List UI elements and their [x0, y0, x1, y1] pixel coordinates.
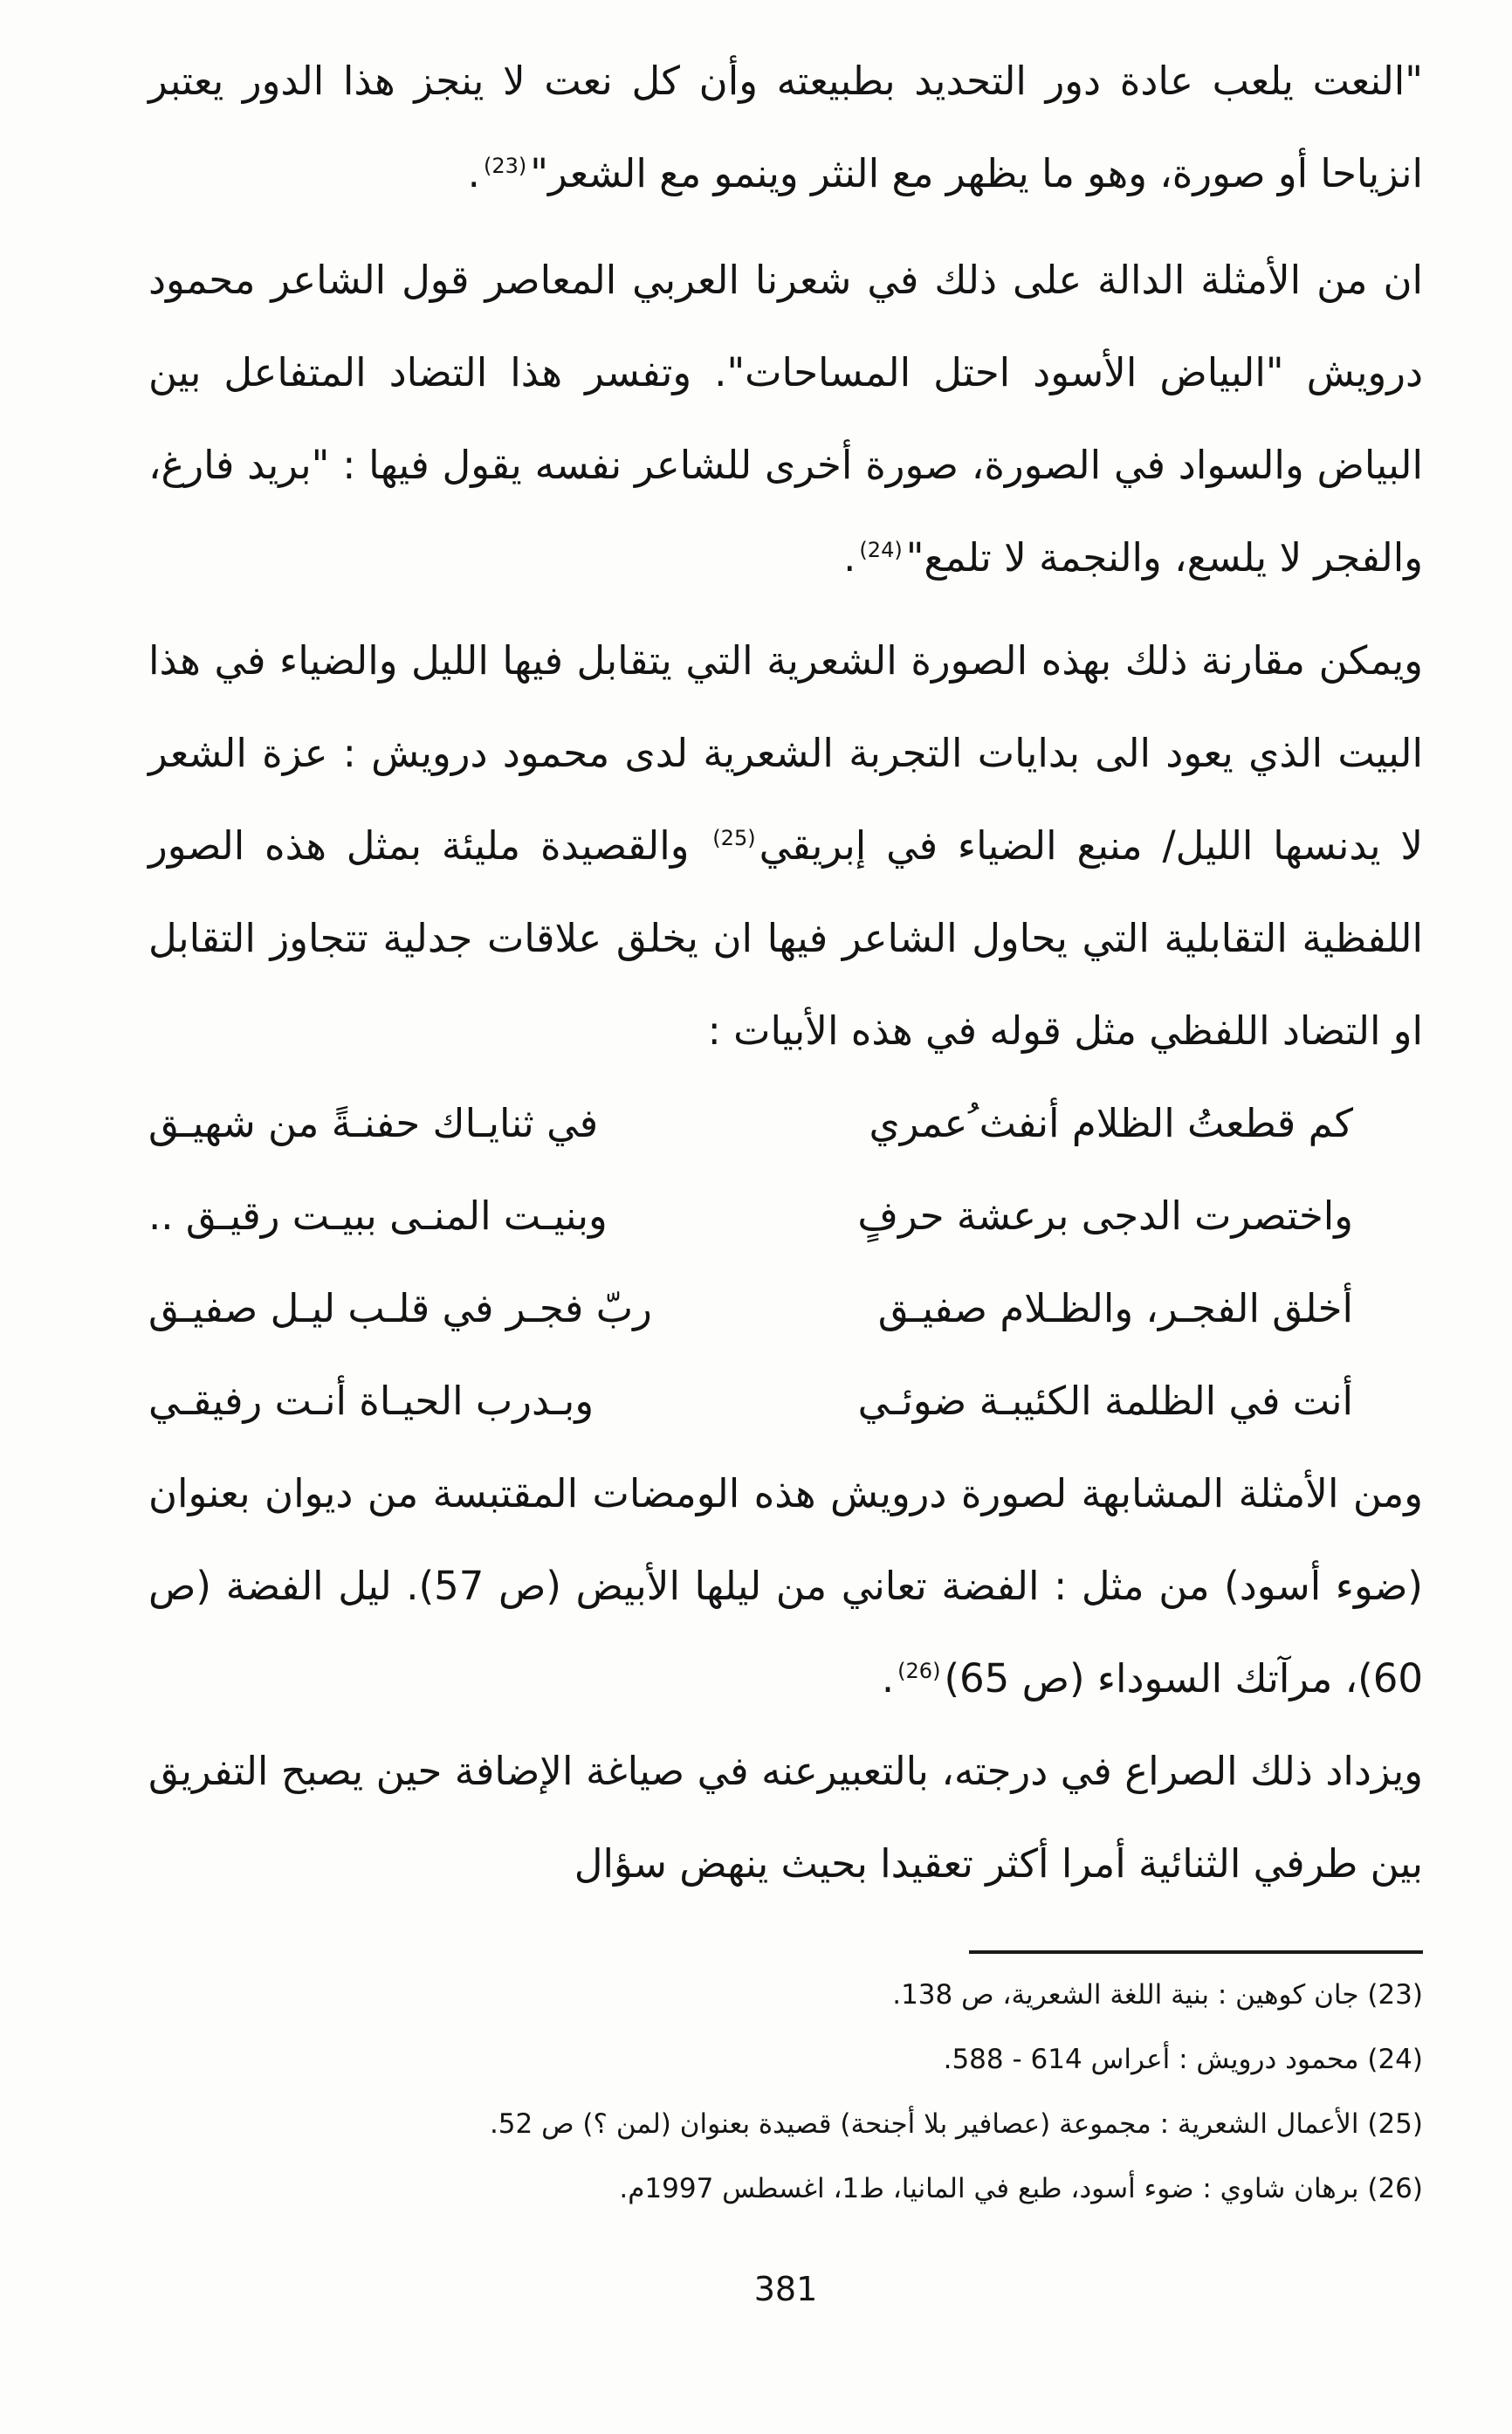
poem-verse	[148, 1355, 1423, 1447]
verse-second-hemistich: في ثنايـاك حفنـةً من شهيـق	[148, 1100, 599, 1146]
page-number: 381	[753, 2270, 818, 2308]
footnote-23: (23) جان كوهين : بنية اللغة الشعرية، ص 138.	[892, 1979, 1423, 2011]
paragraph-quote-kohen: "النعت يلعب عادة دور التحديد بطبيعته وأن كل نعت لا ينجز هذا الدور يعتبر انزياحا أو صورة، وهو ما يظهر مع النثر وينمو مع الشعر"$^{(23)}$.	[148, 58, 1423, 196]
footnote-ref-23: (23)	[483, 154, 527, 178]
verse-first-hemistich: أخلق الفجـر، والظـلام صفيـق	[877, 1285, 1353, 1331]
paragraph-comparison: ويمكن مقارنة ذلك بهذه الصورة الشعرية التي يتقابل فيها الليل والضياء في هذا البيت الذي يعود الى بدايات التجربة الشعرية لدى محمود درويش : عزة الشعر لا يدنسها الليل/ منبع الضياء في إبريقي$^{(25)}$ والقصيدة مليئة بمثل هذه الصور اللفظية التقابلية التي يحاول الشاعر فيها ان يخلق علاقات جدلية تتجاوز التقابل او التضاد اللفظي مثل قوله في هذه الأبيات :	[148, 637, 1424, 1054]
verse-first-hemistich: أنت في الظلمة الكئيبـة ضوئـي	[857, 1378, 1353, 1424]
page-body	[148, 35, 1423, 2392]
footnote-26: (26) برهان شاوي : ضوء أسود، طبع في المانيا، ط1، اغسطس 1997م.	[619, 2173, 1423, 2204]
footnote-ref-26: (26)	[897, 1659, 941, 1683]
footnote-ref-25: (25)	[712, 826, 756, 850]
verse-second-hemistich: وبـدرب الحيـاة أنـت رفيقـي	[148, 1378, 594, 1424]
poem-verse	[148, 1170, 1423, 1262]
verse-second-hemistich: وبنيـت المنـى ببيـت رقيـق ..	[148, 1193, 608, 1239]
verse-first-hemistich: واختصرت الدجى برعشة حرفٍ	[857, 1193, 1353, 1239]
paragraph-darwish-examples: ان من الأمثلة الدالة على ذلك في شعرنا العربي المعاصر قول الشاعر محمود درويش "البياض الأسود احتل المساحات". وتفسر هذا التضاد المتفاعل بين البياض والسواد في الصورة، صورة أخرى للشاعر نفسه يقول فيها : "بريد فارغ، والفجر لا يلسع، والنجمة لا تلمع"$^{(24)}$.	[148, 257, 1423, 581]
paragraph-conflict: ويزداد ذلك الصراع في درجته، بالتعبيرعنه في صياغة الإضافة حين يصبح التفريق بين طرفي الثنائية أمرا أكثر تعقيدا بحيث ينهض سؤال	[148, 1748, 1423, 1887]
poem-verses	[148, 1077, 1423, 1447]
footnote-24: (24) محمود درويش : أعراس 614 - 588.	[943, 2044, 1423, 2075]
verse-first-hemistich: كم قطعتُ الظلام أنفث ُعمري	[869, 1100, 1353, 1146]
footnote-25: (25) الأعمال الشعرية : مجموعة (عصافير بلا أجنحة) قصيدة بعنوان (لمن ؟) ص 52.	[489, 2108, 1423, 2140]
paragraph-similar-examples: ومن الأمثلة المشابهة لصورة درويش هذه الومضات المقتبسة من ديوان بعنوان (ضوء أسود) من مثل : الفضة تعاني من ليلها الأبيض (ص 57). ليل الفضة (ص 60)، مرآتك السوداء (ص 65)$^{(26)}$.	[148, 1470, 1423, 1702]
footnote-ref-24: (24)	[859, 538, 903, 562]
poem-verse	[148, 1262, 1423, 1355]
footnote-divider	[969, 1950, 1423, 1954]
footnotes	[148, 1963, 1423, 2221]
verse-second-hemistich: ربّ فجـر في قلـب ليـل صفيـق	[148, 1285, 652, 1331]
poem-verse	[148, 1077, 1423, 1170]
